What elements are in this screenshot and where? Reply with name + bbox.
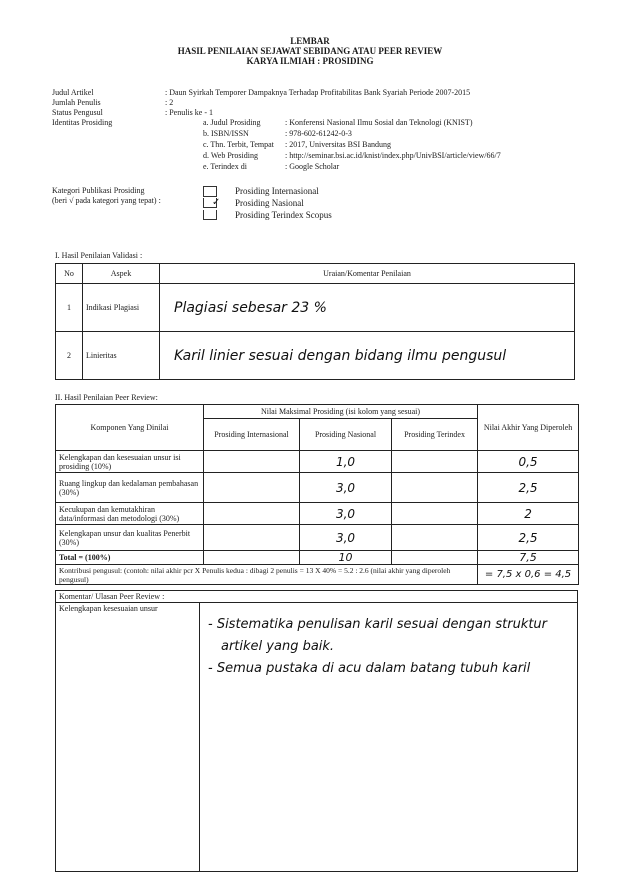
komentar-line: artikel yang baik.: [221, 639, 335, 654]
header-nilai-maksimal: Nilai Maksimal Prosiding (isi kolom yang sesuai): [204, 405, 478, 419]
validasi-table: [55, 263, 575, 380]
kontribusi-row: [56, 565, 579, 585]
komentar-title: Komentar/ Ulasan Peer Review :: [59, 592, 165, 601]
empty-cell: [392, 473, 478, 503]
akhir-cell: 0,5: [478, 451, 579, 473]
kontribusi-value: = 7,5 x 0,6 = 4,5: [478, 565, 579, 585]
identitas-item-label: e. Terindex di: [203, 162, 247, 171]
kategori-label: Kategori Publikasi Prosiding: [52, 186, 145, 195]
akhir-cell: 2: [478, 503, 579, 525]
status-label: Status Pengusul: [52, 108, 103, 117]
jumlah-value: : 2: [165, 98, 174, 107]
validasi-row-aspek: Linieritas: [83, 332, 160, 380]
komponen-cell: Kecukupan dan kemutakhiran data/informasi dan metodologi (30%): [56, 503, 204, 525]
table-row: [56, 284, 575, 332]
header-nasional: Prosiding Nasional: [300, 419, 392, 451]
jumlah-label: Jumlah Penulis: [52, 98, 101, 107]
validasi-header-no: No: [56, 264, 83, 284]
validasi-header-aspek: Aspek: [83, 264, 160, 284]
header-internasional: Prosiding Internasional: [204, 419, 300, 451]
total-akhir: 7,5: [478, 551, 579, 565]
total-nasional: 10: [300, 551, 392, 565]
komponen-cell: Kelengkapan unsur dan kualitas Penerbit (30%): [56, 525, 204, 551]
identitas-item-label: c. Thn. Terbit, Tempat: [203, 140, 274, 149]
empty-cell: [204, 525, 300, 551]
header-subtitle: KARYA ILMIAH : PROSIDING: [246, 56, 374, 66]
table-row: [56, 332, 575, 380]
kategori-option-scopus: Prosiding Terindex Scopus: [235, 210, 332, 220]
table-row: [56, 525, 579, 551]
header-nilai-akhir: Nilai Akhir Yang Diperoleh: [478, 405, 579, 451]
validasi-row-no: 1: [56, 284, 83, 332]
komentar-box: [55, 602, 578, 872]
nasional-cell: 3,0: [300, 503, 392, 525]
komentar-label-column: [56, 603, 200, 871]
total-label: Total = (100%): [56, 551, 204, 565]
validasi-row-comment: Plagiasi sebesar 23 %: [160, 284, 575, 332]
identitas-item-value: : Google Scholar: [285, 162, 340, 171]
komentar-label: Kelengkapan kesesuaian unsur: [59, 604, 158, 613]
empty-cell: [204, 451, 300, 473]
kategori-hint: (beri √ pada kategori yang tepat) :: [52, 196, 161, 205]
header-lembar: LEMBAR: [290, 36, 330, 46]
empty-cell: [204, 473, 300, 503]
nasional-cell: 3,0: [300, 525, 392, 551]
komentar-line: - Semua pustaka di acu dalam batang tubuh karil: [208, 661, 531, 676]
section1-title: I. Hasil Penilaian Validasi :: [55, 251, 143, 260]
identitas-item-value: : 2017, Universitas BSI Bandung: [285, 140, 391, 149]
empty-cell: [204, 503, 300, 525]
empty-cell: [392, 525, 478, 551]
validasi-row-no: 2: [56, 332, 83, 380]
status-value: : Penulis ke - 1: [165, 108, 213, 117]
section2-title: II. Hasil Penilaian Peer Review:: [55, 393, 158, 402]
kontribusi-text: Kontribusi pengusul: (contoh: nilai akhir pcr X Penulis kedua : dibagi 2 penulis = 13 X 40% = 5.2 : 2.6 (nilai akhir yang diperoleh pengusul): [56, 565, 478, 585]
header-terindex: Prosiding Terindex: [392, 419, 478, 451]
check-mark-icon: ✓: [212, 197, 221, 208]
komponen-cell: Kelengkapan dan kesesuaian unsur isi prosiding (10%): [56, 451, 204, 473]
identitas-item-value: : 978-602-61242-0-3: [285, 129, 352, 138]
validasi-row-aspek: Indikasi Plagiasi: [83, 284, 160, 332]
table-row: [56, 503, 579, 525]
kategori-checkbox-internasional[interactable]: [203, 186, 217, 197]
table-row: [56, 473, 579, 503]
empty-cell: [392, 503, 478, 525]
total-row: [56, 551, 579, 565]
identitas-item-value: : Konferensi Nasional Ilmu Sosial dan Teknologi (KNIST): [285, 118, 473, 127]
kategori-option-nasional: Prosiding Nasional: [235, 198, 304, 208]
header-title: HASIL PENILAIAN SEJAWAT SEBIDANG ATAU PEER REVIEW: [177, 46, 443, 56]
kategori-option-internasional: Prosiding Internasional: [235, 186, 319, 196]
akhir-cell: 2,5: [478, 473, 579, 503]
peer-review-table: [55, 404, 579, 585]
nasional-cell: 3,0: [300, 473, 392, 503]
empty-cell: [392, 551, 478, 565]
identitas-item-label: d. Web Prosiding: [203, 151, 258, 160]
table-row: [56, 451, 579, 473]
nasional-cell: 1,0: [300, 451, 392, 473]
judul-value: : Daun Syirkah Temporer Dampaknya Terhadap Profitabilitas Bank Syariah Periode 2007-2015: [165, 88, 471, 97]
komponen-cell: Ruang lingkup dan kedalaman pembahasan (30%): [56, 473, 204, 503]
judul-label: Judul Artikel: [52, 88, 94, 97]
identitas-item-value: : http://seminar.bsi.ac.id/knist/index.php/UnivBSI/article/view/66/7: [285, 151, 501, 160]
empty-cell: [204, 551, 300, 565]
identitas-item-label: b. ISBN/ISSN: [203, 129, 249, 138]
empty-cell: [392, 451, 478, 473]
validasi-header-uraian: Uraian/Komentar Penilaian: [160, 264, 575, 284]
komentar-line: - Sistematika penulisan karil sesuai dengan struktur: [208, 617, 548, 632]
akhir-cell: 2,5: [478, 525, 579, 551]
identitas-label: Identitas Prosiding: [52, 118, 113, 127]
validasi-row-comment: Karil linier sesuai dengan bidang ilmu pengusul: [160, 332, 575, 380]
kategori-checkbox-scopus[interactable]: [203, 210, 217, 220]
identitas-item-label: a. Judul Prosiding: [203, 118, 261, 127]
header-komponen: Komponen Yang Dinilai: [56, 405, 204, 451]
